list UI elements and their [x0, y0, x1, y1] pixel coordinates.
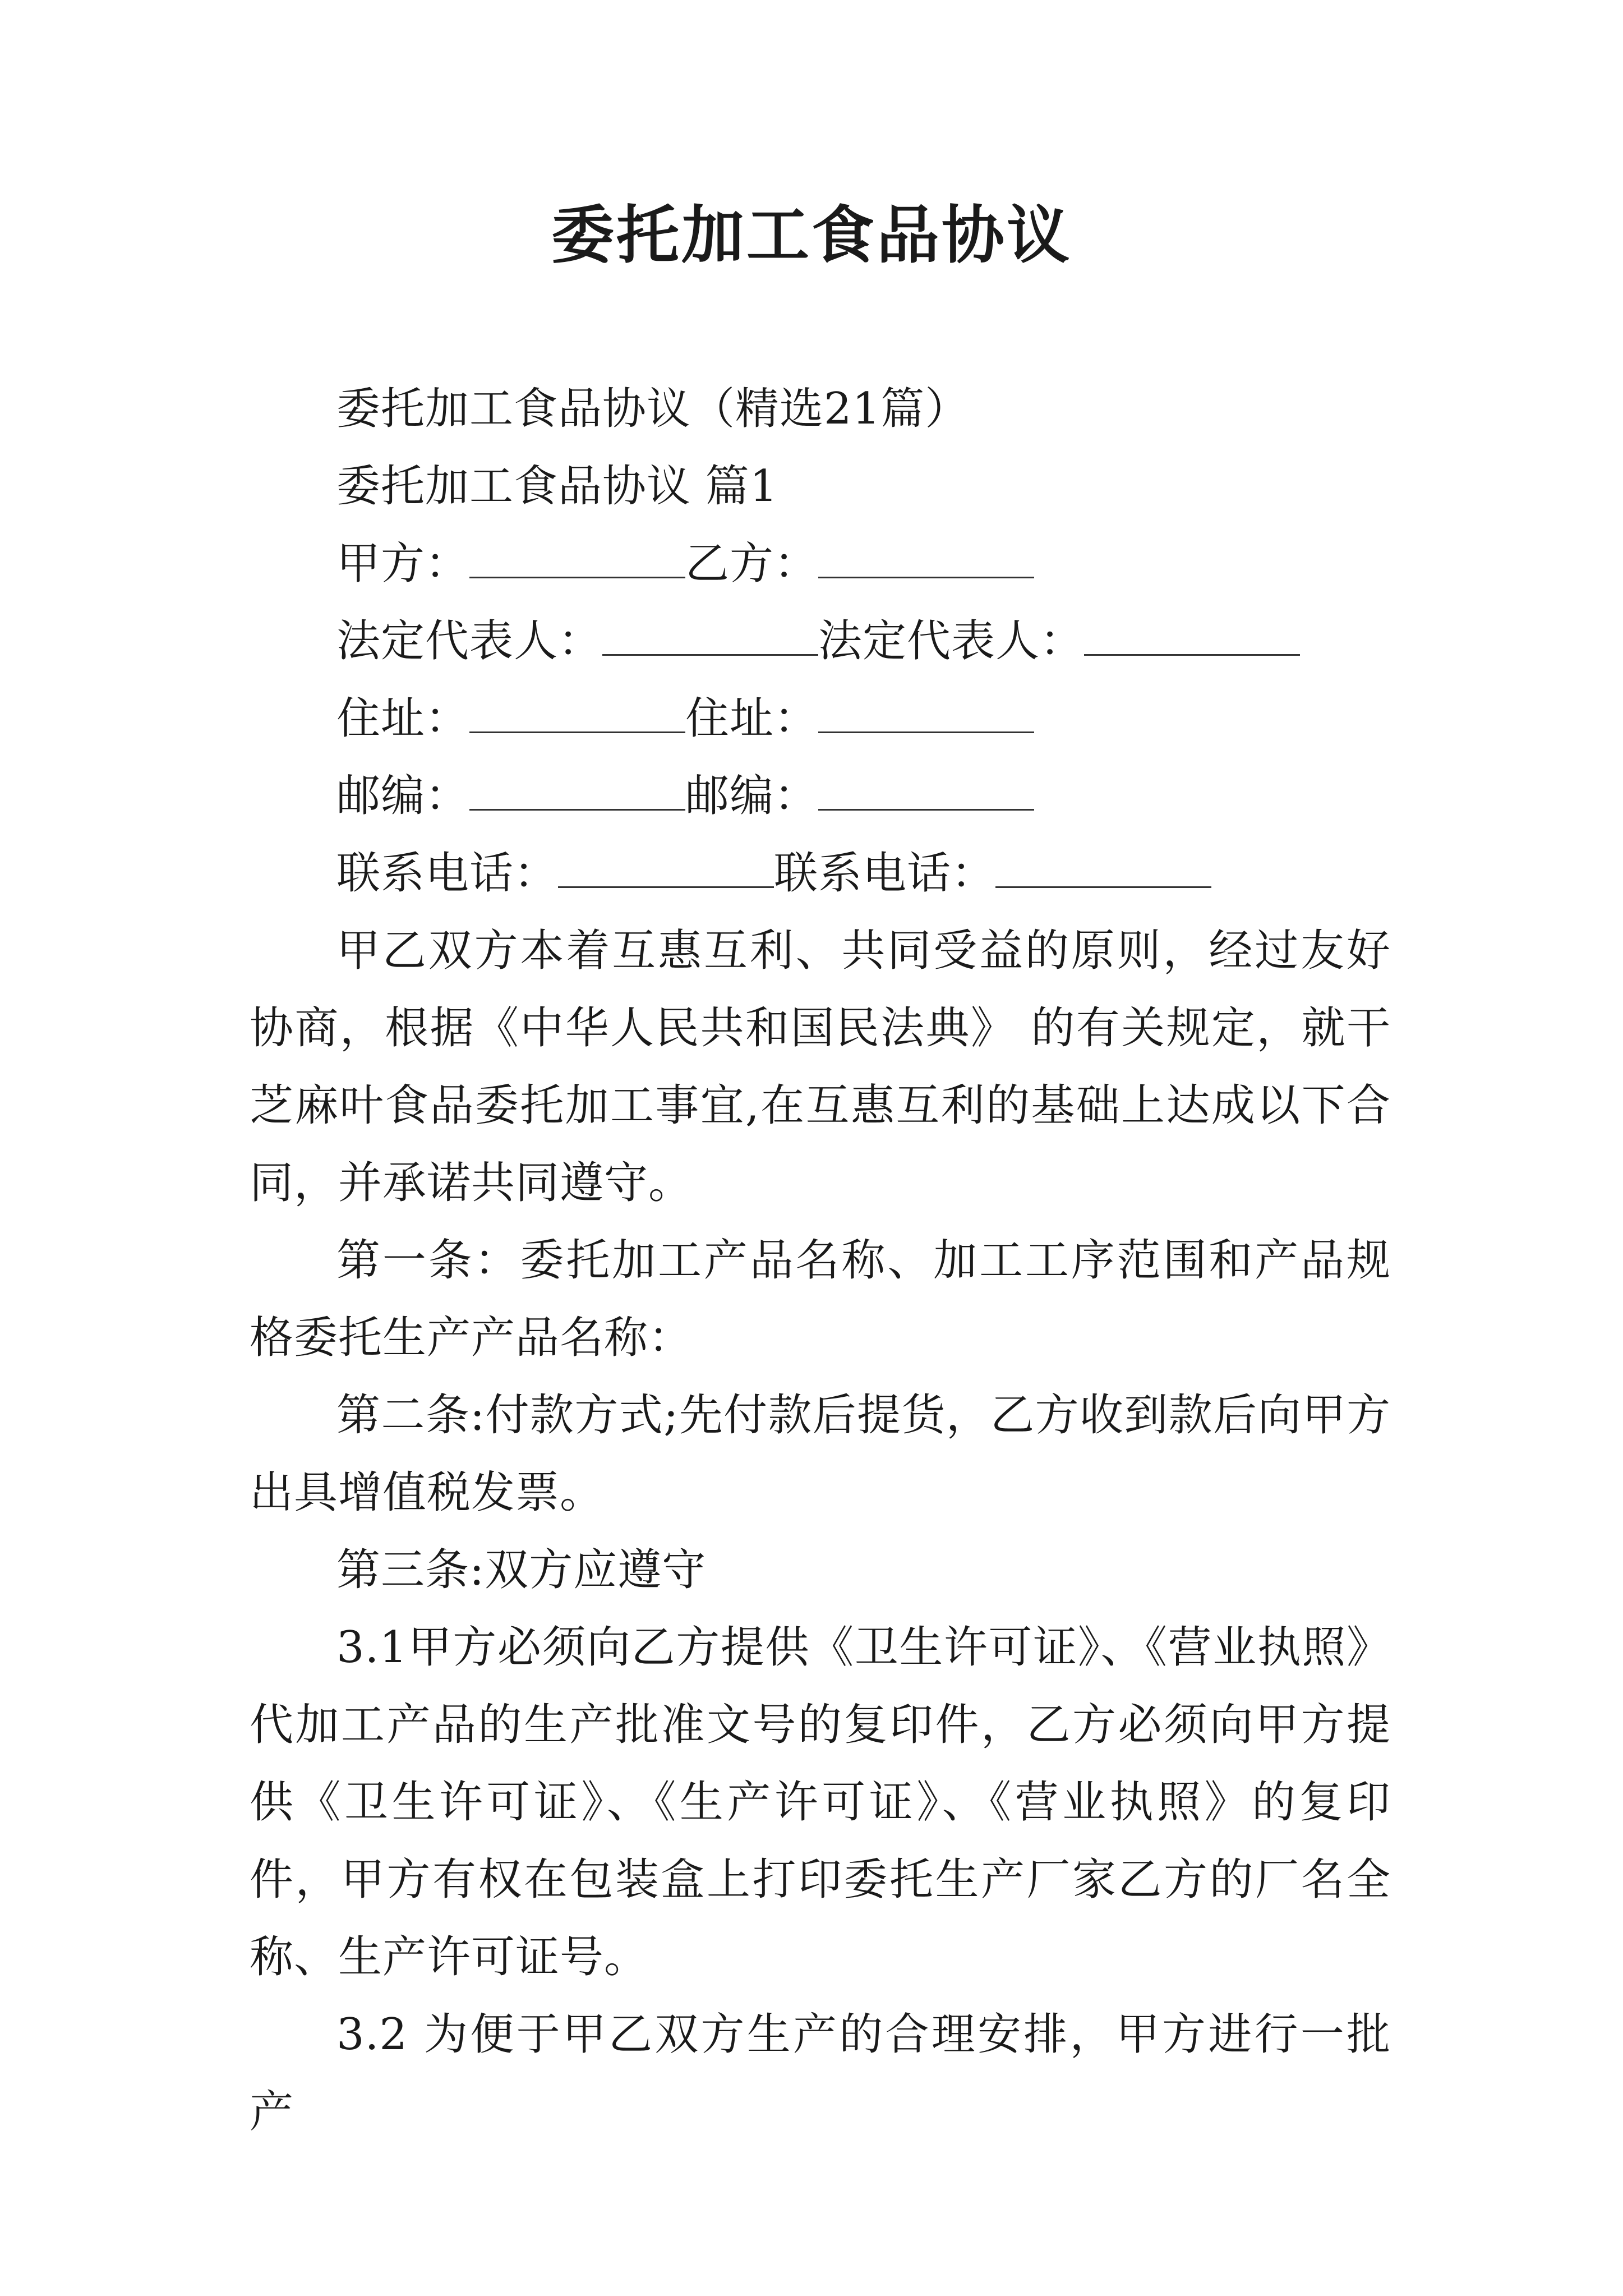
legal-rep-a-blank	[602, 620, 818, 656]
postcode-b-label: 邮编：	[685, 771, 819, 821]
phone-b-label: 联系电话：	[774, 848, 996, 899]
field-row-address	[250, 680, 1391, 757]
field-row-legal-rep	[250, 602, 1391, 680]
address-a-blank	[469, 698, 685, 733]
legal-rep-b-blank	[1084, 620, 1300, 656]
address-b-blank	[818, 698, 1034, 733]
legal-rep-a-label: 法定代表人：	[336, 616, 603, 666]
field-row-postcode	[250, 757, 1391, 835]
document-subtitle: 委托加工食品协议（精选21篇）	[336, 384, 970, 434]
party-b-blank	[818, 543, 1034, 578]
phone-a-label: 联系电话：	[336, 848, 559, 899]
field-row-party	[250, 525, 1391, 602]
document-body	[250, 370, 1391, 2151]
party-b-label: 乙方：	[685, 539, 819, 589]
paragraph-clause-3-1: 3.1甲方必须向乙方提供《卫生许可证》、《营业执照》代加工产品的生产批准文号的复印件，乙方必须向甲方提供《卫生许可证》、《生产许可证》、《营业执照》的复印件，甲方有权在包装盒上打印委托生产厂家乙方的厂名全称、生产许可证号。	[250, 1622, 1391, 1982]
paragraph-preamble: 甲乙双方本着互惠互利、共同受益的原则，经过友好协商，根据《中华人民共和国民法典》 的有关规定，就干芝麻叶食品委托加工事宜,在互惠互利的基础上达成以下合同，并承诺共同遵守。	[250, 926, 1391, 1208]
postcode-a-blank	[469, 775, 685, 811]
paragraph-clause-3-2: 3.2 为便于甲乙双方生产的合理安排，甲方进行一批产	[250, 2009, 1391, 2137]
paragraph-article-2: 第二条:付款方式;先付款后提货，乙方收到款后向甲方出具增值税发票。	[250, 1390, 1391, 1518]
paragraph-article-1: 第一条：委托加工产品名称、加工工序范围和产品规格委托生产产品名称：	[250, 1235, 1391, 1363]
address-a-label: 住址：	[336, 693, 470, 744]
field-row-phone	[250, 835, 1391, 912]
party-a-label: 甲方：	[336, 539, 470, 589]
address-b-label: 住址：	[685, 693, 819, 744]
paragraph-article-3: 第三条:双方应遵守	[336, 1545, 707, 1595]
legal-rep-b-label: 法定代表人：	[818, 616, 1085, 666]
party-a-blank	[469, 543, 685, 578]
postcode-a-label: 邮编：	[336, 771, 470, 821]
postcode-b-blank	[818, 775, 1034, 811]
phone-b-blank	[995, 853, 1211, 888]
phone-a-blank	[558, 853, 774, 888]
article-heading: 委托加工食品协议 篇1	[336, 461, 778, 512]
document-title: 委托加工食品协议	[551, 199, 1072, 272]
